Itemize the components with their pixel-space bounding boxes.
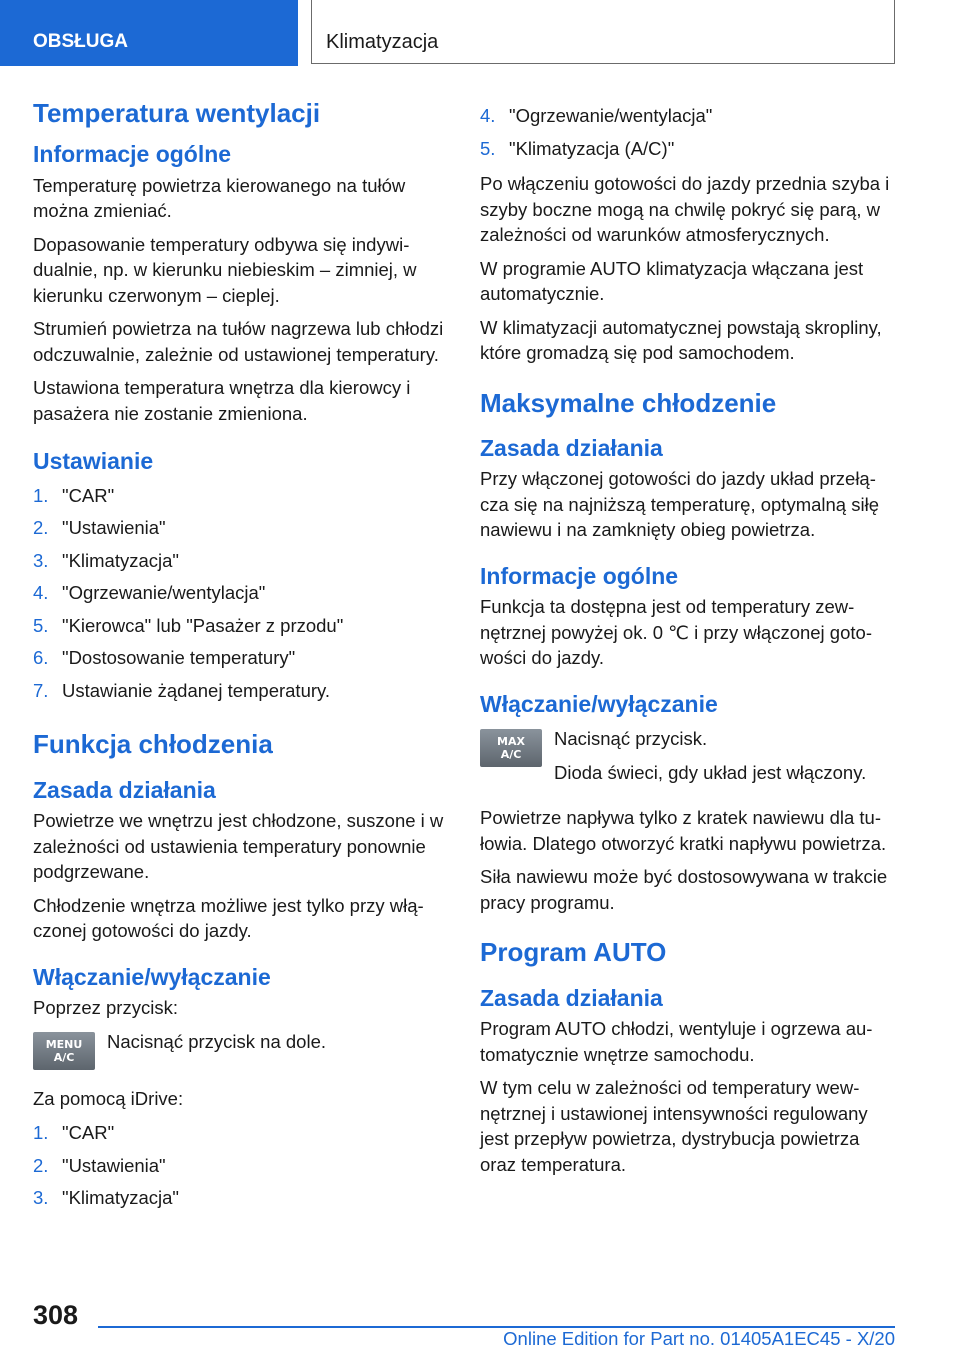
- idrive-steps-list: [33, 1117, 449, 1215]
- page-footer: [0, 1296, 960, 1362]
- step-text: "CAR": [62, 1122, 115, 1144]
- edition-text: Online Edition for Part no. 01405A1EC45 - X/20: [503, 1328, 895, 1349]
- paragraph: Nacisnąć przycisk.: [554, 728, 708, 750]
- paragraph: Poprzez przycisk:: [33, 997, 178, 1019]
- paragraph: Dopasowanie temperatury odbywa się indywidualnie, np. w kierunku niebieskim – zimniej, w kierunku czerwonym – cieplej.: [33, 233, 417, 306]
- section-title-auto-program: Program AUTO: [480, 937, 667, 968]
- step-text: "Ustawienia": [62, 517, 166, 539]
- paragraph: Nacisnąć przycisk na dole.: [107, 1030, 327, 1052]
- paragraph: Funkcja ta dostępna jest od temperatury zewnętrznej powyżej ok. 0 ℃ i przy włączonej gotowości do jazdy.: [480, 596, 872, 669]
- step-number: 4.: [33, 582, 49, 604]
- list-item: [33, 610, 449, 643]
- step-number: 2.: [33, 517, 49, 539]
- icon-label: A/C: [500, 748, 522, 762]
- heading-general-info: Informacje ogólne: [33, 141, 232, 168]
- heading-setting: Ustawianie: [33, 448, 154, 475]
- step-text: "Ogrzewanie/wentylacja": [62, 582, 266, 604]
- list-item: [480, 133, 896, 166]
- paragraph: Siła nawiewu może być dostosowywana w trakcie pracy programu.: [480, 866, 888, 913]
- list-item: [33, 1150, 449, 1183]
- section-title-max-cooling: Maksymalne chłodzenie: [480, 387, 777, 418]
- menu-ac-button-icon: [33, 1032, 95, 1070]
- section-title-cooling: Funkcja chłodzenia: [33, 729, 273, 760]
- paragraph: Powietrze napływa tylko z kratek nawiewu dla tułowia. Dlatego otworzyć kratki napływu powietrza.: [480, 807, 887, 854]
- page-number: 308: [33, 1300, 79, 1330]
- paragraph: Program AUTO chłodzi, wentyluje i ogrzewa automatycznie wnętrze samochodu.: [480, 1018, 873, 1065]
- heading-principle: Zasada działania: [480, 434, 663, 461]
- list-item: [33, 675, 449, 708]
- section-tab: OBSŁUGA: [0, 0, 298, 66]
- list-item: [480, 100, 896, 133]
- page-header: [0, 0, 960, 66]
- paragraph: Temperaturę powietrza kierowanego na tułów można zmieniać.: [33, 174, 406, 222]
- step-number: 7.: [33, 679, 49, 701]
- step-number: 1.: [33, 484, 49, 506]
- heading-principle: Zasada działania: [480, 984, 663, 1011]
- step-text: "Klimatyzacja": [62, 549, 179, 571]
- step-number: 5.: [33, 614, 49, 636]
- step-number: 6.: [33, 647, 49, 669]
- step-text: "Klimatyzacja (A/C)": [509, 137, 675, 159]
- chapter-title: Klimatyzacja: [311, 0, 895, 64]
- heading-on-off: Włączanie/wyłączanie: [480, 690, 718, 717]
- step-number: 3.: [33, 549, 49, 571]
- list-item: [33, 480, 449, 513]
- paragraph: W tym celu w zależności od temperatury wewnętrznej i ustawionej intensywności regulowany jest przepływ powietrza, dystrybucja powietrza oraz temperatura.: [480, 1077, 868, 1175]
- list-item: [33, 577, 449, 610]
- paragraph: W programie AUTO klimatyzacja włączana jest automatycznie.: [480, 257, 864, 304]
- max-ac-button-icon: [480, 729, 542, 767]
- paragraph: Przy włączonej gotowości do jazdy układ przełącza się na najniższą temperaturę, optymalną siłę nawiewu i na zamknięty obieg powietrza.: [480, 468, 879, 541]
- right-column: [480, 100, 896, 1185]
- step-text: "Klimatyzacja": [62, 1187, 179, 1209]
- setting-steps-list: [33, 480, 449, 708]
- heading-principle: Zasada działania: [33, 776, 216, 803]
- list-item: [33, 642, 449, 675]
- list-item: [33, 1117, 449, 1150]
- section-title-ventilation: Temperatura wentylacji: [33, 98, 321, 128]
- left-column: [33, 98, 449, 1221]
- paragraph: Po włączeniu gotowości do jazdy przednia szyba i szyby boczne mogą na chwilę pokryć się parą, w zależności od warunków atmosferycznych.: [480, 173, 890, 245]
- step-number: 1.: [33, 1122, 49, 1144]
- step-text: "Dostosowanie temperatury": [62, 647, 296, 669]
- paragraph: Ustawiona temperatura wnętrza dla kierowcy i pasażera nie zostanie zmieniona.: [33, 377, 411, 424]
- step-number: 4.: [480, 105, 496, 126]
- step-text: "Kierowca" lub "Pasażer z przodu": [62, 614, 344, 636]
- list-item: [33, 512, 449, 545]
- paragraph: W klimatyzacji automatycznej powstają skropliny, które gromadzą się pod samochodem.: [480, 316, 882, 363]
- paragraph: Strumień powietrza na tułów nagrzewa lub chłodzi odczuwalnie, zależnie od ustawionej temperatury.: [33, 318, 444, 365]
- step-text: "Ustawienia": [62, 1154, 166, 1176]
- icon-label: A/C: [53, 1050, 75, 1064]
- step-text: "CAR": [62, 484, 115, 506]
- heading-general-info: Informacje ogólne: [480, 562, 679, 589]
- step-number: 3.: [33, 1187, 49, 1209]
- paragraph: Za pomocą iDrive:: [33, 1087, 184, 1109]
- icon-label: MAX: [497, 735, 525, 749]
- list-item: [33, 545, 449, 578]
- idrive-steps-list-continued: [480, 100, 896, 165]
- max-ac-instruction: [480, 726, 896, 793]
- paragraph: Powietrze we wnętrzu jest chłodzone, suszone i w zależności od ustawienia temperatury ponownie podgrzewane.: [33, 810, 444, 883]
- menu-ac-instruction: [33, 1029, 449, 1070]
- step-number: 5.: [480, 137, 496, 159]
- step-text: "Ogrzewanie/wentylacja": [509, 105, 713, 126]
- paragraph: Dioda świeci, gdy układ jest włączony.: [554, 761, 867, 783]
- paragraph: Chłodzenie wnętrza możliwe jest tylko przy włączonej gotowości do jazdy.: [33, 894, 424, 942]
- icon-label: MENU: [45, 1037, 83, 1051]
- step-number: 2.: [33, 1154, 49, 1176]
- heading-on-off: Włączanie/wyłączanie: [33, 963, 271, 990]
- step-text: Ustawianie żądanej temperatury.: [62, 679, 331, 701]
- list-item: [33, 1182, 449, 1215]
